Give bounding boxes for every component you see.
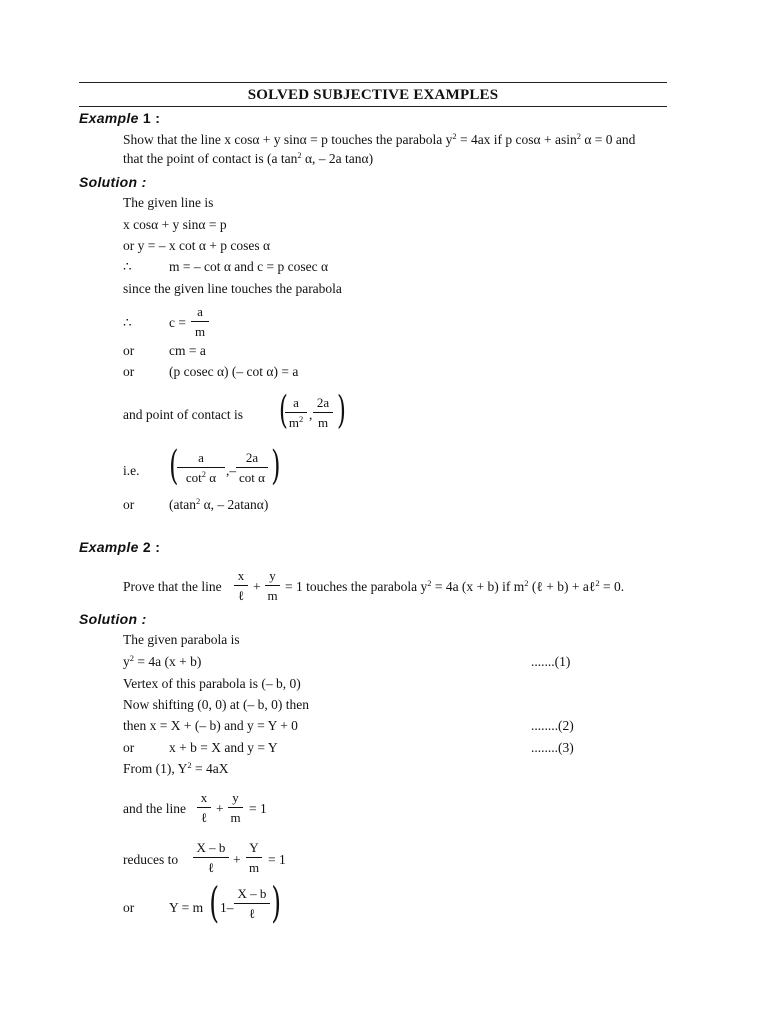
title-underline — [79, 106, 667, 107]
equals-one: = 1 — [268, 852, 286, 867]
example-2-question-prefix: Prove that the line — [123, 579, 222, 594]
or-label: or — [123, 900, 135, 915]
comma-minus: ,– — [226, 463, 237, 478]
fraction-x-over-l: x ℓ — [197, 791, 211, 824]
solution-1-line2: x cosα + y sinα = p — [123, 217, 227, 232]
fraction-y-over-m: $\frac{y}{m}$ — [265, 569, 280, 602]
solution-2-line1: The given parabola is — [123, 632, 240, 647]
fraction-x-minus-b-over-l: X – b ℓ — [234, 887, 270, 920]
or-label: or — [123, 740, 135, 755]
fraction-2a-over-m: $\frac{2a}{m}$ — [313, 396, 333, 429]
top-rule — [79, 82, 667, 83]
solution-1-line8: (p cosec α) (– cot α) = a — [169, 364, 299, 379]
solution-1-line5: since the given line touches the parabola — [123, 281, 342, 296]
solution-2-line3: Vertex of this parabola is (– b, 0) — [123, 676, 301, 691]
example-1-question-line1: Show that the line x cosα + y sinα = p touches the parabola $y^2 = 4ax$ if p cosα + asin$^2$ α = 0 and — [123, 131, 636, 147]
and-the-line-label: and the line — [123, 801, 186, 816]
solution-2-line5: then x = X + (– b) and y = Y + 0 — [123, 718, 298, 733]
fraction-a-over-cot2: $\frac{a}{\cot^2 \alpha}$ — [177, 451, 225, 484]
plus-sign: + — [233, 852, 241, 867]
solution-1-line3: or y = – x cot α + p coses α — [123, 238, 271, 253]
fraction-Y-over-m: $\frac{Y}{m}$ — [246, 841, 262, 874]
example-2-question-suffix: = 1 touches the parabola $y^2 = 4a$ (x + b) if $m^2$ (ℓ + b) + aℓ$^2$ = 0. — [285, 578, 625, 594]
solution-1-line4: m = – cot α and c = p cosec α — [169, 259, 329, 274]
ie-label: i.e. — [123, 463, 140, 478]
example-1-question-line2: that the point of contact is (a $\tan^2 \alpha$, – 2a tanα) — [123, 150, 374, 166]
fraction-x-minus-b-over-l: X – b ℓ — [193, 841, 229, 874]
example-2-heading: Example 2 : — [79, 539, 161, 555]
reduces-to-label: reduces to — [123, 852, 179, 867]
fraction-y-over-m: $\frac{y}{m}$ — [228, 791, 243, 824]
fraction-a-over-m: $\frac{a}{m}$ — [191, 305, 209, 338]
right-paren: ) — [271, 443, 281, 489]
or-label: or — [123, 364, 135, 379]
page-title: SOLVED SUBJECTIVE EXAMPLES — [247, 87, 499, 103]
plus-sign: + — [253, 579, 261, 594]
or-label: or — [123, 343, 135, 358]
equals-one: = 1 — [249, 801, 267, 816]
c-equals: c = — [169, 315, 186, 330]
solution-1-final: (atan$^2$ α, – 2atanα) — [169, 496, 269, 512]
Y-equals-m: Y = m — [169, 900, 204, 915]
fraction-a-over-m-squared: $\frac{a}{m^2}$ — [285, 396, 307, 429]
equation-ref-1: .......(1) — [531, 654, 571, 669]
example-1-heading: Example 1 : — [79, 110, 161, 126]
left-paren: ( — [209, 878, 220, 927]
solution-2-line6: x + b = X and y = Y — [169, 740, 278, 755]
equation-ref-3: ........(3) — [531, 740, 574, 755]
left-paren: ( — [169, 443, 179, 489]
fraction-x-over-l: x ℓ — [234, 569, 248, 602]
left-paren: ( — [278, 388, 288, 432]
or-label: or — [123, 497, 135, 512]
solution-1-line1: The given line is — [123, 195, 214, 210]
point-of-contact-label: and point of contact is — [123, 407, 243, 422]
right-paren: ) — [271, 878, 282, 927]
one-minus: 1– — [220, 900, 234, 915]
fraction-2a-over-cot: $\frac{2a}{\text{cot α}}$ — [236, 451, 268, 484]
solution-1-heading: Solution : — [79, 174, 147, 190]
equation-ref-2: ........(2) — [531, 718, 574, 733]
comma: , — [309, 407, 313, 422]
plus-sign: + — [216, 801, 224, 816]
right-paren: ) — [336, 388, 346, 432]
solution-2-line7: From (1), $Y^2 = 4aX$ — [123, 760, 229, 776]
solution-1-line7: cm = a — [169, 343, 206, 358]
therefore-symbol: ∴ — [123, 315, 132, 330]
solution-2-heading: Solution : — [79, 611, 147, 627]
solution-2-line2: $y^2 = 4a$ (x + b) — [123, 653, 202, 669]
solution-2-line4: Now shifting (0, 0) at (– b, 0) then — [123, 697, 309, 712]
therefore-symbol: ∴ — [123, 259, 132, 274]
